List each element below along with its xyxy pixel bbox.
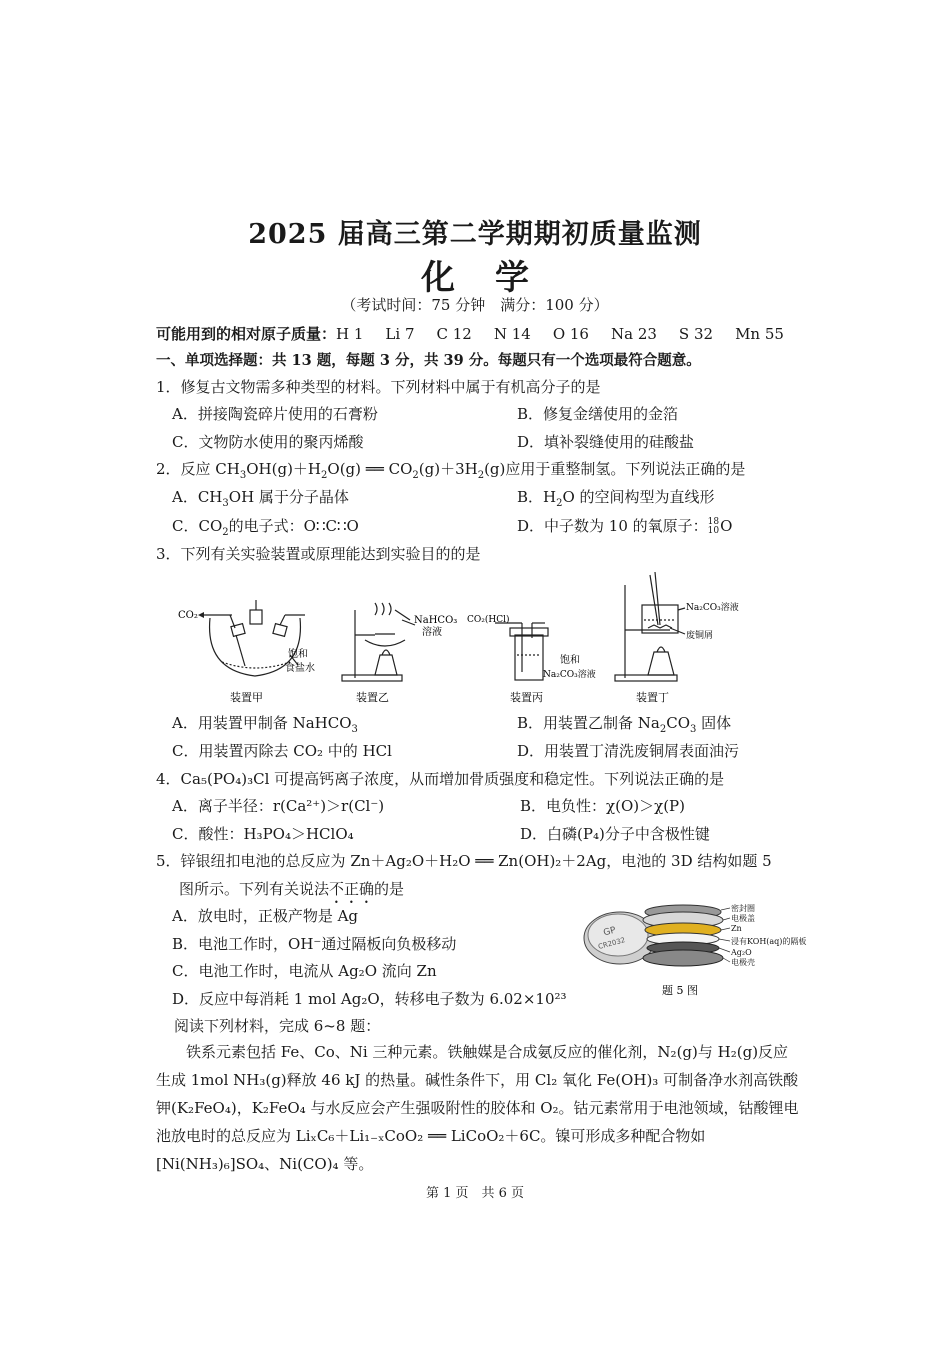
label-ding-copper: 废铜屑 xyxy=(686,631,714,641)
label-jia: 装置甲 xyxy=(230,691,263,704)
section-heading: 一、单项选择题：共 13 题，每题 3 分，共 39 分。每题只有一个选项最符合题意。 xyxy=(156,352,701,369)
label-cap: 电极盖 xyxy=(731,914,755,923)
label-yi: 装置乙 xyxy=(356,691,389,704)
q5-option-d: D．反应中每消耗 1 mol Ag₂O，转移电子数为 6.02×10²³ xyxy=(172,990,567,1008)
option-text: 的电子式：O∷C∷O xyxy=(228,517,359,535)
option-text: B．用装置乙制备 Na xyxy=(517,714,660,732)
q5-option-c: C．电池工作时，电流从 Ag₂O 流向 Zn xyxy=(172,962,437,980)
q4-option-b: B．电负性：χ(O)＞χ(P) xyxy=(520,797,686,815)
label-shell: 电极壳 xyxy=(731,958,755,967)
subscript: 3 xyxy=(222,498,229,509)
label-nahco3: NaHCO₃ xyxy=(414,615,458,626)
label-ag2o: Ag₂O xyxy=(731,948,752,957)
label-co2: CO₂ xyxy=(178,610,198,621)
subscript: 3 xyxy=(351,724,358,735)
q3-apparatus-figure xyxy=(170,570,770,710)
q2-stem xyxy=(156,459,745,486)
mass-item: C 12 xyxy=(436,325,472,343)
q5-stem-part: 图所示。下列有关说法 xyxy=(179,880,330,898)
q3-option-a xyxy=(172,713,358,740)
subscript: 3 xyxy=(690,724,697,735)
q5-stem-part: 的是 xyxy=(374,880,405,898)
subscript: 2 xyxy=(412,470,419,481)
subscript: 2 xyxy=(321,470,328,481)
label-solution: 溶液 xyxy=(422,627,442,638)
q2-stem-part: OH(g)＋H xyxy=(246,460,322,478)
coin-model: CR2032 xyxy=(597,936,627,951)
q3-option-c: C．用装置丙除去 CO₂ 中的 HCl xyxy=(172,742,392,760)
mass-item: N 14 xyxy=(493,325,531,343)
option-text: D．中子数为 10 的氧原子： xyxy=(517,517,708,535)
q2-option-b xyxy=(517,487,715,514)
q1-stem: 1．修复古文物需多种类型的材料。下列材料中属于有机高分子的是 xyxy=(156,378,601,396)
option-text: O 的空间构型为直线形 xyxy=(562,488,715,506)
label-brine: 食盐水 xyxy=(285,663,315,674)
q1-option-d: D．填补裂缝使用的硅酸盐 xyxy=(517,433,695,451)
reading-intro: 阅读下列材料，完成 6~8 题： xyxy=(174,1017,381,1035)
subject-title: 化学 xyxy=(421,258,569,298)
q4-option-c: C．酸性：H₃PO₄＞HClO₄ xyxy=(172,825,354,843)
option-text: OH 属于分子晶体 xyxy=(228,488,349,506)
nuclide-notation xyxy=(708,518,719,536)
q2-stem-part: (g)应用于重整制氢。下列说法正确的是 xyxy=(484,460,746,478)
apparatus-yi xyxy=(342,603,415,681)
label-co2-hcl: CO₂(HCl) xyxy=(467,615,510,625)
exam-info: （考试时间：75 分钟 满分：100 分） xyxy=(341,296,609,314)
mass-item: S 32 xyxy=(678,325,714,343)
mass-number: 18 xyxy=(707,517,720,527)
mass-item: Li 7 xyxy=(385,325,415,343)
q5-stem: 5．锌银纽扣电池的总反应为 Zn＋Ag₂O＋H₂O ══ Zn(OH)₂＋2Ag，电池的 3D 结构如题 5 xyxy=(156,852,772,870)
q4-option-d: D．白磷(P₄)分子中含极性键 xyxy=(520,825,710,843)
apparatus-ding xyxy=(615,572,685,681)
q3-stem: 3．下列有关实验装置或原理能达到实验目的的是 xyxy=(156,545,481,563)
q4-option-a: A．离子半径：r(Ca²⁺)＞r(Cl⁻) xyxy=(172,797,385,815)
subscript: 3 xyxy=(239,470,247,481)
mass-item: Na 23 xyxy=(610,325,657,343)
option-text: C．CO xyxy=(172,517,223,535)
q5-option-a: A．放电时，正极产物是 Ag xyxy=(172,907,359,925)
label-ding: 装置丁 xyxy=(636,691,669,704)
mass-item: Mn 55 xyxy=(735,325,784,343)
label-bing-na2co3: Na₂CO₃溶液 xyxy=(543,670,596,680)
label-separator: 浸有KOH(aq)的隔板 xyxy=(731,937,807,946)
q5-stem-line2 xyxy=(179,879,404,907)
q5-option-b: B．电池工作时，OH⁻通过隔板向负极移动 xyxy=(172,935,457,953)
label-ding-na2co3: Na₂CO₃溶液 xyxy=(686,603,739,613)
battery-layers xyxy=(643,905,723,966)
q2-option-d xyxy=(517,516,732,536)
q4-stem: 4．Ca₅(PO₄)₃Cl 可提高钙离子浓度，从而增加骨质强度和稳定性。下列说法正确的是 xyxy=(156,770,725,788)
q3-option-d: D．用装置丁清洗废铜屑表面油污 xyxy=(517,742,740,760)
q2-stem-part: 2．反应 CH xyxy=(156,460,240,478)
q1-option-c: C．文物防水使用的聚丙烯酸 xyxy=(172,433,364,451)
subscript: 2 xyxy=(222,527,229,538)
q3-option-b xyxy=(517,713,731,740)
q1-option-a: A．拼接陶瓷碎片使用的石膏粉 xyxy=(172,405,378,423)
q2-option-a xyxy=(172,487,349,514)
apparatus-bing xyxy=(495,623,548,680)
element-symbol: O xyxy=(720,517,733,535)
q2-stem-part: (g)＋3H xyxy=(418,460,478,478)
atomic-number: 10 xyxy=(707,526,720,536)
emphasis-not-correct: 不正确 xyxy=(329,880,375,898)
reading-passage: 铁系元素包括 Fe、Co、Ni 三种元素。铁触媒是合成氨反应的催化剂，N₂(g)与 H₂(g)反应生成 1mol NH₃(g)释放 46 kJ 的热量。碱性条件下，用 Cl₂ 氧化 Fe(OH)₃ 可制备净水剂高铁酸钾(K₂FeO₄)，K₂FeO₄ 与水反应会产生强吸附性的胶体和 O₂。钴元素常用于电池领域，钴酸锂电池放电时的总反应为 LiₓC₆＋Li₁₋ₓCoO₂ ══ LiCoO₂＋6C。镍可形成多种配合物如[Ni(NH₃)₆]SO₄、Ni(CO)₄ 等。 xyxy=(156,1043,799,1173)
option-text: B．H xyxy=(517,488,557,506)
option-text: A．用装置甲制备 NaHCO xyxy=(172,714,352,732)
label-bing-saturated: 饱和 xyxy=(560,655,580,666)
atomic-masses-label: 可能用到的相对原子质量： xyxy=(156,325,337,343)
label-zn: Zn xyxy=(731,924,742,933)
subscript: 2 xyxy=(556,498,563,509)
subscript: 2 xyxy=(477,470,485,481)
q1-option-b: B．修复金缮使用的金箔 xyxy=(517,405,679,423)
label-saturated: 饱和 xyxy=(288,649,308,660)
label-seal: 密封圈 xyxy=(731,904,755,913)
q2-stem-part: O(g) ══ CO xyxy=(327,460,413,478)
option-text: CO xyxy=(666,714,691,732)
coin-brand: GP xyxy=(602,925,617,939)
option-text: 固体 xyxy=(696,714,732,732)
battery-figure xyxy=(580,898,820,1002)
page-footer: 第 1 页 共 6 页 xyxy=(425,1186,525,1201)
mass-item: O 16 xyxy=(552,325,589,343)
mass-item: H 1 xyxy=(336,325,364,343)
q2-option-c xyxy=(172,516,359,543)
subscript: 2 xyxy=(659,724,667,735)
option-text: A．CH xyxy=(172,488,223,506)
figure-caption: 题 5 图 xyxy=(662,984,698,997)
label-bing: 装置丙 xyxy=(510,691,543,704)
exam-title: 2025 届高三第二学期期初质量监测 xyxy=(248,219,702,250)
atomic-masses xyxy=(156,324,784,344)
